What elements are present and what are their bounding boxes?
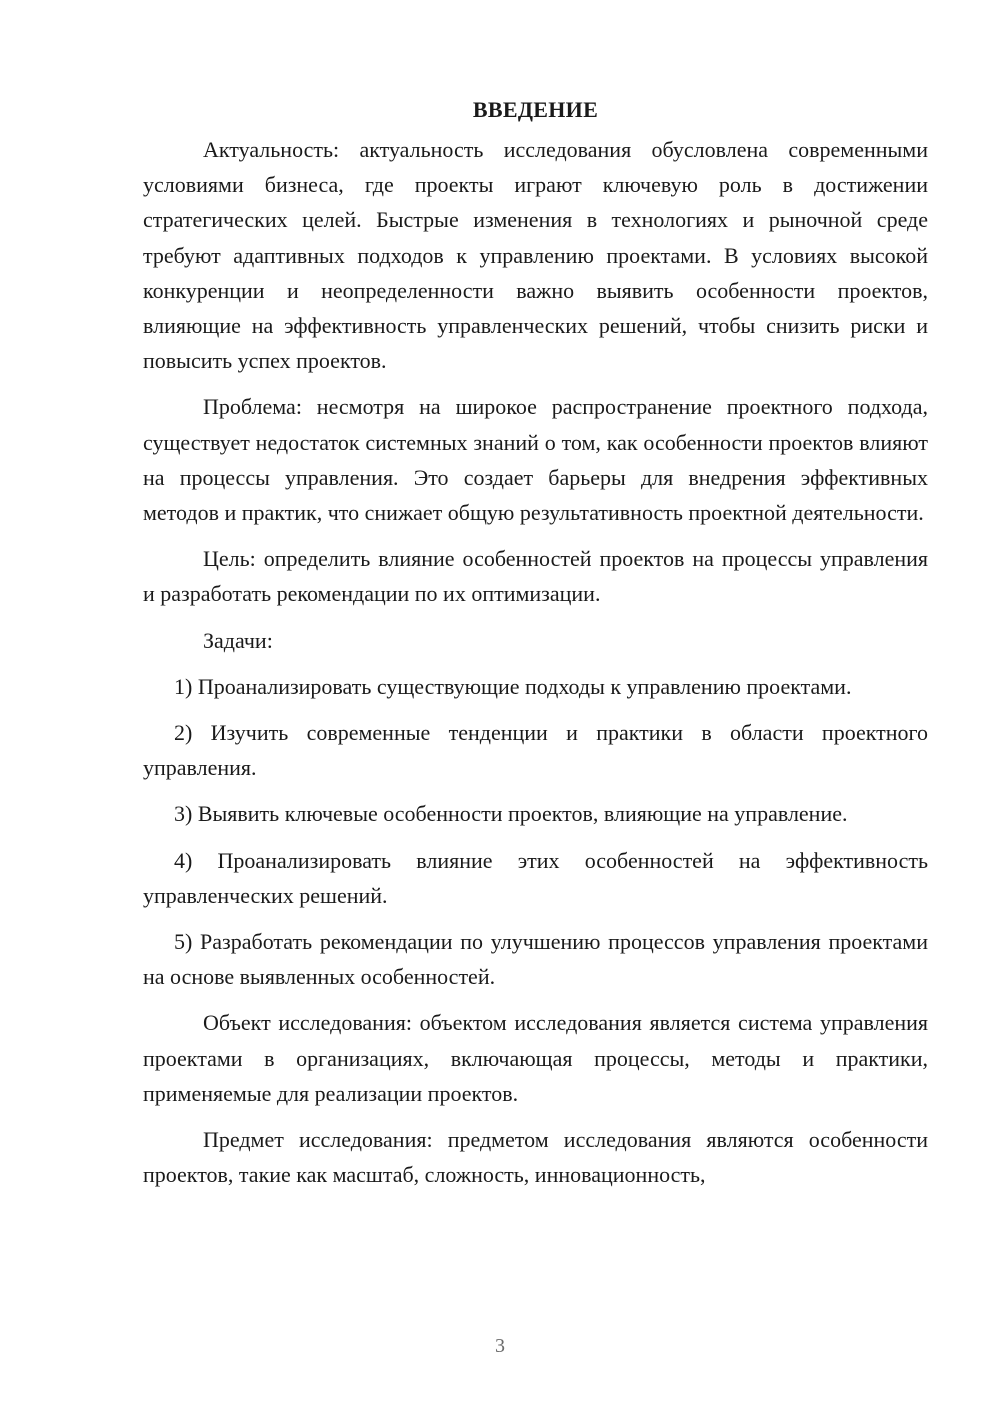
tasks-heading: Задачи:: [203, 627, 273, 653]
goal-paragraph: Цель: определить влияние особенностей проектов на процессы управления и разработать рекомендации по их оптимизации.: [143, 546, 928, 607]
object-paragraph: Объект исследования: объектом исследования является система управления проектами в организациях, включающая процессы, методы и практики, применяемые для реализации проектов.: [143, 1010, 928, 1106]
task-item-5: 5) Разработать рекомендации по улучшению процессов управления проектами на основе выявленных особенностей.: [143, 929, 928, 990]
task-item-1: 1) Проанализировать существующие подходы к управлению проектами.: [174, 673, 852, 699]
subject-paragraph: Предмет исследования: предметом исследования являются особенности проектов, такие как масштаб, сложность, инновационность,: [143, 1127, 928, 1188]
tasks-list: [143, 669, 928, 995]
page-number: 3: [495, 1335, 505, 1357]
task-item-2: 2) Изучить современные тенденции и практики в области проектного управления.: [143, 720, 928, 781]
page-title: ВВЕДЕНИЕ: [472, 97, 599, 122]
problem-paragraph: Проблема: несмотря на широкое распространение проектного подхода, существует недостаток системных знаний о том, как особенности проектов влияют на процессы управления. Это создает барьеры для внедрения эффективных методов и практик, что снижает общую результативность проектной деятельности.: [143, 394, 928, 526]
task-item-4: 4) Проанализировать влияние этих особенностей на эффективность управленческих решений.: [143, 847, 928, 908]
relevance-paragraph: Актуальность: актуальность исследования обусловлена современными условиями бизнеса, где проекты играют ключевую роль в достижении стратегических целей. Быстрые изменения в технологиях и рыночной среде требуют адаптивных подходов к управлению проектами. В условиях высокой конкуренции и неопределенности важно выявить особенности проектов, влияющие на эффективность управленческих решений, чтобы снизить риски и повысить успех проектов.: [143, 137, 928, 374]
task-item-3: 3) Выявить ключевые особенности проектов, влияющие на управление.: [174, 801, 848, 827]
page-content: [143, 92, 928, 1203]
